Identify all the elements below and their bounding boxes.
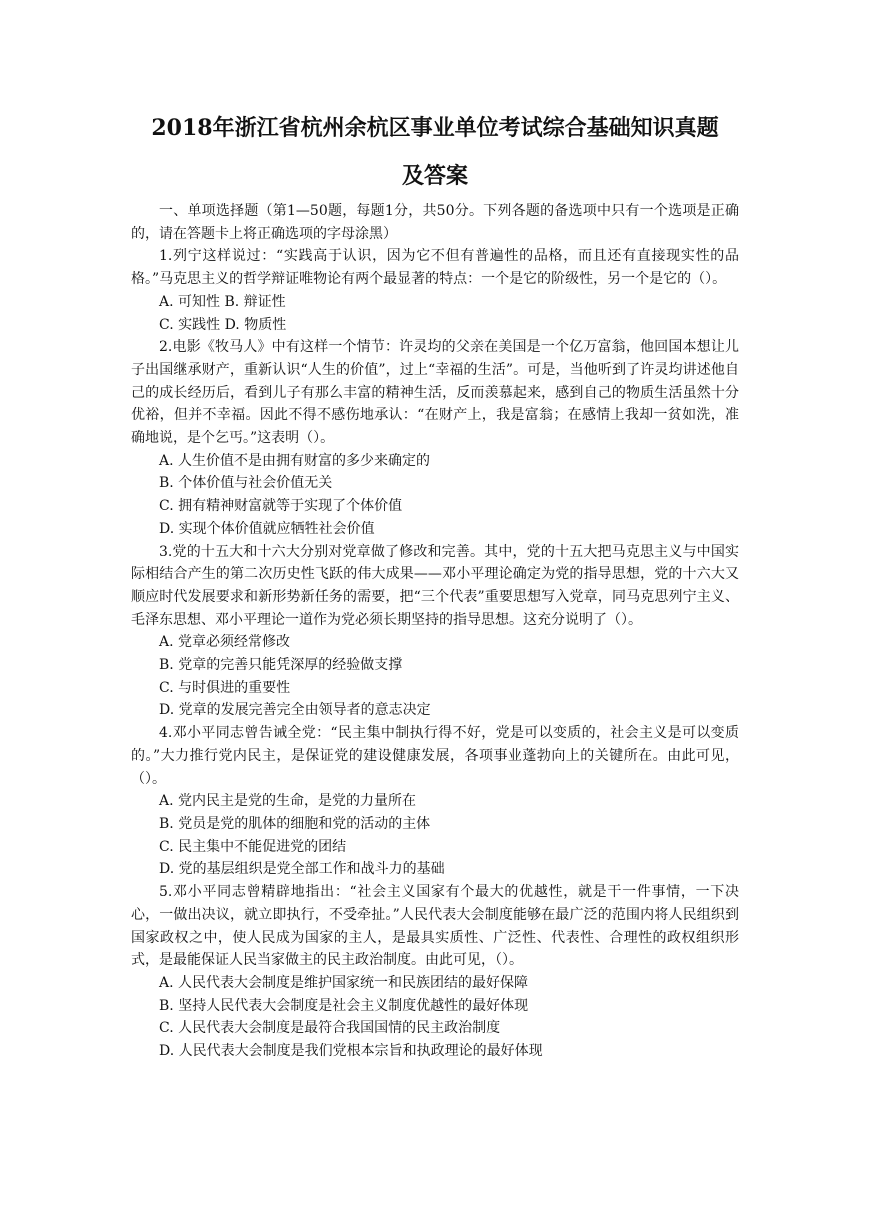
option-a: A. 人民代表大会制度是维护国家统一和民族团结的最好保障 [159,974,529,991]
question-3 [131,541,739,723]
question-stem: 5.邓小平同志曾精辟地指出：“社会主义国家有个最大的优越性，就是干一件事情，一下决心，一做出决议，就立即执行，不受牵扯。”人民代表大会制度能够在最广泛的范围内将人民组织到国家政权之中，使人民成为国家的主人，是最具实质性、广泛性、代表性、合理性的政权组织形式，是最能保证人民当家做主的民主政治制度。由此可见，（）。 [131,884,739,969]
question-stem: 2.电影《牧马人》中有这样一个情节：许灵均的父亲在美国是一个亿万富翁，他回国本想让儿子出国继承财产，重新认识“人生的价值”，过上“幸福的生活”。可是，当他听到了许灵均讲述他自己的成长经历后，看到儿子有那么丰富的精神生活，反而羡慕起来，感到自己的物质生活虽然十分优裕，但并不幸福。因此不得不感伤地承认：“在财产上，我是富翁；在感情上我却一贫如洗，准确地说，是个乞丐。”这表明（）。 [131,339,739,447]
option-a: A. 党内民主是党的生命，是党的力量所在 [159,793,417,810]
option-a: A. 党章必须经常修改 [159,634,291,651]
option-line: C. 实践性 D. 物质性 [159,316,287,333]
option-b: B. 党员是党的肌体的细胞和党的活动的主体 [159,815,431,832]
question-stem: 1.列宁这样说过：“实践高于认识，因为它不但有普遍性的品格，而且还有直接现实性的品格。”马克思主义的哲学辩证唯物论有两个最显著的特点：一个是它的阶级性，另一个是它的（）。 [131,248,739,288]
document-page [131,104,739,1063]
document-title [131,104,739,200]
question-1 [131,245,739,336]
option-d: D. 实现个体价值就应牺牲社会价值 [159,520,375,537]
section-heading: 一、单项选择题（第1—50题，每题1分，共50分。下列各题的备选项中只有一个选项是正确的，请在答题卡上将正确选项的字母涂黑） [131,203,739,242]
option-d: D. 党章的发展完善完全由领导者的意志决定 [159,702,431,719]
question-5 [131,881,739,1063]
option-c: C. 人民代表大会制度是最符合我国国情的民主政治制度 [159,1020,501,1037]
question-stem: 4.邓小平同志曾告诫全党：“民主集中制执行得不好，党是可以变质的，社会主义是可以变质的。”大力推行党内民主，是保证党的建设健康发展，各项事业蓬勃向上的关键所在。由此可见，（）。 [131,725,739,787]
document-body [131,200,739,1063]
title-line-2: 及答案 [401,163,468,189]
option-c: C. 拥有精神财富就等于实现了个体价值 [159,498,403,515]
option-d: D. 党的基层组织是党全部工作和战斗力的基础 [159,861,445,878]
option-b: B. 坚持人民代表大会制度是社会主义制度优越性的最好体现 [159,997,529,1014]
question-4 [131,722,739,881]
question-2 [131,336,739,540]
option-line: A. 可知性 B. 辩证性 [159,293,286,310]
option-b: B. 个体价值与社会价值无关 [159,475,333,492]
option-c: C. 民主集中不能促进党的团结 [159,838,347,855]
option-c: C. 与时俱进的重要性 [159,679,291,696]
option-a: A. 人生价值不是由拥有财富的多少来确定的 [159,452,431,469]
question-stem: 3.党的十五大和十六大分别对党章做了修改和完善。其中，党的十五大把马克思主义与中国实际相结合产生的第二次历史性飞跃的伟大成果——邓小平理论确定为党的指导思想，党的十六大又顺应时代发展要求和新形势新任务的需要，把“三个代表”重要思想写入党章，同马克思列宁主义、毛泽东思想、邓小平理论一道作为党必须长期坚持的指导思想。这充分说明了（）。 [131,543,739,628]
title-line-1: 2018年浙江省杭州余杭区事业单位考试综合基础知识真题 [151,115,719,141]
option-b: B. 党章的完善只能凭深厚的经验做支撑 [159,657,403,674]
option-d: D. 人民代表大会制度是我们党根本宗旨和执政理论的最好体现 [159,1043,543,1060]
